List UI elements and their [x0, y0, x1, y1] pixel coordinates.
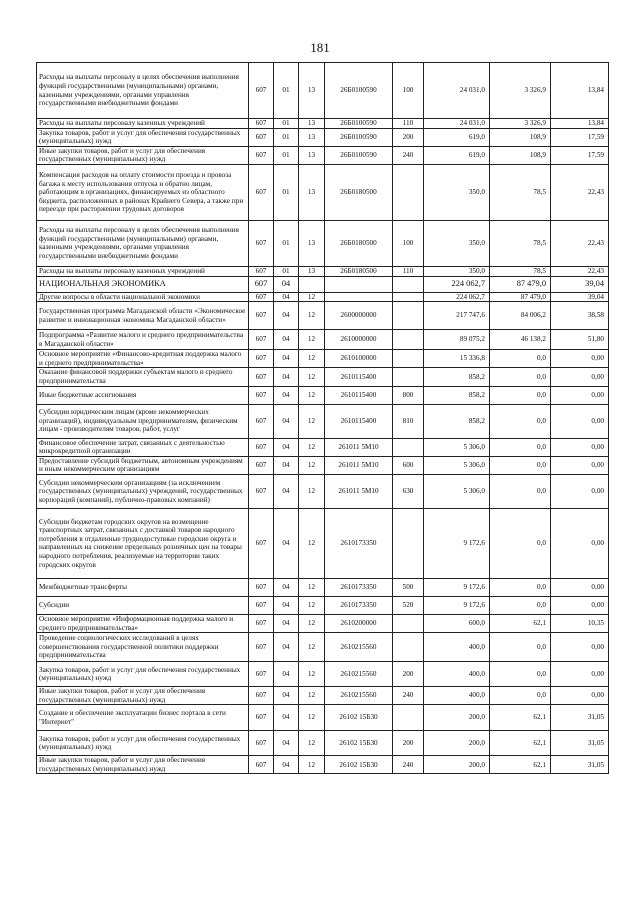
row-percent: 0,00: [551, 578, 609, 596]
table-row: [37, 662, 609, 687]
row-name: Иные бюджетные ассигнования: [37, 386, 249, 404]
row-name: НАЦИОНАЛЬНАЯ ЭКОНОМИКА: [37, 276, 249, 292]
row-actual-amount: 78,5: [490, 266, 551, 276]
row-plan-amount: 200,0: [424, 731, 490, 756]
row-target-code: 2610173350: [325, 508, 393, 578]
row-plan-amount: 619,0: [424, 146, 490, 164]
row-name: Проведение социологических исследований в целях совершенствования государственной политики поддержки предпринимательства: [37, 633, 249, 662]
row-section: 04: [274, 438, 299, 456]
row-expense-type: [393, 508, 424, 578]
row-plan-amount: 600,0: [424, 614, 490, 632]
row-plan-amount: 5 306,0: [424, 474, 490, 508]
row-target-code: 2610173350: [325, 578, 393, 596]
row-section: 01: [274, 128, 299, 146]
row-target-code: 26Б0180500: [325, 220, 393, 266]
row-plan-amount: 15 336,8: [424, 350, 490, 368]
row-expense-type: 200: [393, 662, 424, 687]
row-name: Иные закупки товаров, работ и услуг для обеспечения государственных (муниципальных) нужд: [37, 146, 249, 164]
row-percent: 0,00: [551, 438, 609, 456]
row-name: Закупка товаров, работ и услуг для обеспечения государственных (муниципальных) нужд: [37, 662, 249, 687]
row-expense-type: [393, 633, 424, 662]
row-subsection: 12: [299, 474, 325, 508]
table-row: [37, 687, 609, 705]
row-admin-code: 607: [249, 404, 274, 438]
row-target-code: 261011 5М10: [325, 474, 393, 508]
row-percent: 39,04: [551, 276, 609, 292]
row-subsection: 13: [299, 128, 325, 146]
row-actual-amount: 0,0: [490, 578, 551, 596]
row-name: Основное мероприятие «Финансово-кредитная поддержка малого и среднего предпринимательства»: [37, 350, 249, 368]
row-name: Расходы на выплаты персоналу казенных учреждений: [37, 119, 249, 129]
row-plan-amount: 400,0: [424, 633, 490, 662]
row-percent: 22,43: [551, 266, 609, 276]
row-target-code: 2610200000: [325, 614, 393, 632]
row-plan-amount: 858,2: [424, 404, 490, 438]
row-section: 04: [274, 404, 299, 438]
row-actual-amount: 62,1: [490, 614, 551, 632]
row-admin-code: 607: [249, 633, 274, 662]
row-name: Другие вопросы в области национальной экономики: [37, 292, 249, 302]
row-target-code: 2610173350: [325, 596, 393, 614]
row-admin-code: 607: [249, 756, 274, 774]
row-section: 04: [274, 578, 299, 596]
row-expense-type: [393, 292, 424, 302]
row-actual-amount: 108,9: [490, 128, 551, 146]
row-section: 01: [274, 164, 299, 220]
row-admin-code: 607: [249, 508, 274, 578]
table-row: [37, 404, 609, 438]
row-actual-amount: 62,1: [490, 731, 551, 756]
row-admin-code: 607: [249, 164, 274, 220]
row-name: Субсидии бюджетам городских округов на возмещение транспортных затрат, связанных с доставкой товаров народного потребления в отдаленные труднодоступные городские округа и направленных на снижение предельных розничных цен на товары народного потребления, реализуемые на территории таких городских округов: [37, 508, 249, 578]
table-row: [37, 508, 609, 578]
table-row: [37, 731, 609, 756]
row-expense-type: 200: [393, 128, 424, 146]
row-expense-type: 240: [393, 146, 424, 164]
row-section: 01: [274, 119, 299, 129]
row-target-code: 2610115400: [325, 404, 393, 438]
row-section: 04: [274, 292, 299, 302]
table-row: [37, 164, 609, 220]
table-row: [37, 578, 609, 596]
row-subsection: 13: [299, 146, 325, 164]
row-section: 04: [274, 276, 299, 292]
row-admin-code: 607: [249, 731, 274, 756]
row-plan-amount: 224 062,7: [424, 276, 490, 292]
row-expense-type: [393, 276, 424, 292]
row-subsection: 12: [299, 687, 325, 705]
row-name: Государственная программа Магаданской области «Экономическое развитие и инновационная экономика Магаданской области»: [37, 302, 249, 330]
row-subsection: 12: [299, 292, 325, 302]
row-subsection: 12: [299, 731, 325, 756]
row-percent: 0,00: [551, 596, 609, 614]
row-subsection: 12: [299, 662, 325, 687]
row-admin-code: 607: [249, 63, 274, 119]
row-subsection: 12: [299, 614, 325, 632]
row-admin-code: 607: [249, 614, 274, 632]
table-row: [37, 119, 609, 129]
row-section: 04: [274, 474, 299, 508]
row-expense-type: 800: [393, 386, 424, 404]
row-percent: 0,00: [551, 456, 609, 474]
row-plan-amount: 350,0: [424, 266, 490, 276]
row-plan-amount: 9 172,6: [424, 596, 490, 614]
row-subsection: 12: [299, 756, 325, 774]
row-actual-amount: 0,0: [490, 508, 551, 578]
row-name: Иные закупки товаров, работ и услуг для обеспечения государственных (муниципальных) нужд: [37, 687, 249, 705]
table-row: [37, 63, 609, 119]
row-subsection: 12: [299, 438, 325, 456]
table-row: [37, 386, 609, 404]
row-plan-amount: 200,0: [424, 705, 490, 731]
row-target-code: 26Б0100590: [325, 128, 393, 146]
row-expense-type: 630: [393, 474, 424, 508]
row-target-code: 2610115400: [325, 386, 393, 404]
row-target-code: 261011 5М10: [325, 438, 393, 456]
table-row: [37, 330, 609, 350]
table-row: [37, 302, 609, 330]
row-plan-amount: 858,2: [424, 368, 490, 386]
row-section: 01: [274, 63, 299, 119]
row-actual-amount: 78,5: [490, 164, 551, 220]
table-row: [37, 220, 609, 266]
row-section: 04: [274, 756, 299, 774]
row-percent: 22,43: [551, 164, 609, 220]
row-section: 04: [274, 633, 299, 662]
row-expense-type: [393, 164, 424, 220]
row-actual-amount: 0,0: [490, 438, 551, 456]
row-subsection: [299, 276, 325, 292]
row-percent: 0,00: [551, 404, 609, 438]
row-plan-amount: 858,2: [424, 386, 490, 404]
row-admin-code: 607: [249, 128, 274, 146]
row-actual-amount: 0,0: [490, 368, 551, 386]
row-subsection: 13: [299, 164, 325, 220]
row-section: 04: [274, 456, 299, 474]
row-plan-amount: 350,0: [424, 164, 490, 220]
table-row: [37, 146, 609, 164]
row-expense-type: 110: [393, 266, 424, 276]
row-actual-amount: 0,0: [490, 456, 551, 474]
row-admin-code: 607: [249, 368, 274, 386]
row-target-code: 2610100000: [325, 350, 393, 368]
row-plan-amount: 24 031,0: [424, 119, 490, 129]
row-expense-type: [393, 614, 424, 632]
table-row: [37, 276, 609, 292]
row-section: 04: [274, 330, 299, 350]
row-percent: 31,05: [551, 731, 609, 756]
row-percent: 0,00: [551, 368, 609, 386]
row-section: 04: [274, 386, 299, 404]
row-section: 04: [274, 614, 299, 632]
table-row: [37, 596, 609, 614]
row-admin-code: 607: [249, 596, 274, 614]
row-actual-amount: 108,9: [490, 146, 551, 164]
row-percent: 31,05: [551, 705, 609, 731]
table-row: [37, 633, 609, 662]
table-row: [37, 438, 609, 456]
row-plan-amount: 89 075,2: [424, 330, 490, 350]
row-percent: 17,59: [551, 128, 609, 146]
row-target-code: 26Б0100590: [325, 63, 393, 119]
row-name: Финансовое обеспечение затрат, связанных с деятельностью микрокредитной организации: [37, 438, 249, 456]
row-percent: 22,43: [551, 220, 609, 266]
row-name: Расходы на выплаты персоналу казенных учреждений: [37, 266, 249, 276]
row-name: Расходы на выплаты персоналу в целях обеспечения выполнения функций государственными (муниципальными) органами, казенными учреждениями, органами управления государственными внебюджетными фондами: [37, 220, 249, 266]
row-percent: 0,00: [551, 662, 609, 687]
row-actual-amount: 3 326,9: [490, 63, 551, 119]
row-subsection: 13: [299, 266, 325, 276]
row-actual-amount: 0,0: [490, 404, 551, 438]
row-target-code: [325, 292, 393, 302]
row-percent: 51,80: [551, 330, 609, 350]
row-subsection: 12: [299, 705, 325, 731]
row-percent: 0,00: [551, 633, 609, 662]
row-admin-code: 607: [249, 146, 274, 164]
row-subsection: 12: [299, 386, 325, 404]
row-admin-code: 607: [249, 302, 274, 330]
table-row: [37, 456, 609, 474]
row-target-code: [325, 276, 393, 292]
row-subsection: 12: [299, 350, 325, 368]
row-percent: 38,58: [551, 302, 609, 330]
row-admin-code: 607: [249, 474, 274, 508]
row-plan-amount: 9 172,6: [424, 578, 490, 596]
row-actual-amount: 87 479,0: [490, 276, 551, 292]
table-row: [37, 756, 609, 774]
row-subsection: 12: [299, 330, 325, 350]
row-subsection: 12: [299, 368, 325, 386]
table-row: [37, 266, 609, 276]
row-name: Субсидии: [37, 596, 249, 614]
budget-table: [36, 62, 609, 774]
row-target-code: 26102 15Б30: [325, 731, 393, 756]
row-name: Основное мероприятие «Информационная поддержка малого и среднего предпринимательства»: [37, 614, 249, 632]
table-row: [37, 128, 609, 146]
row-expense-type: 200: [393, 731, 424, 756]
row-target-code: 26102 15Б30: [325, 705, 393, 731]
row-percent: 0,00: [551, 350, 609, 368]
row-subsection: 13: [299, 220, 325, 266]
row-target-code: 2610215560: [325, 662, 393, 687]
row-actual-amount: 0,0: [490, 350, 551, 368]
row-expense-type: 240: [393, 687, 424, 705]
row-percent: 0,00: [551, 687, 609, 705]
row-section: 04: [274, 508, 299, 578]
row-percent: 39,04: [551, 292, 609, 302]
table-row: [37, 705, 609, 731]
row-actual-amount: 87 479,0: [490, 292, 551, 302]
row-admin-code: 607: [249, 386, 274, 404]
row-admin-code: 607: [249, 330, 274, 350]
row-section: 04: [274, 662, 299, 687]
row-subsection: 12: [299, 596, 325, 614]
row-section: 04: [274, 350, 299, 368]
row-percent: 0,00: [551, 508, 609, 578]
page-number: 181: [310, 40, 330, 55]
row-actual-amount: 0,0: [490, 633, 551, 662]
row-admin-code: 607: [249, 119, 274, 129]
row-target-code: 26Б0180500: [325, 164, 393, 220]
row-plan-amount: 224 062,7: [424, 292, 490, 302]
row-admin-code: 607: [249, 276, 274, 292]
row-target-code: 26Б0180500: [325, 266, 393, 276]
row-section: 04: [274, 705, 299, 731]
row-subsection: 12: [299, 302, 325, 330]
row-subsection: 12: [299, 508, 325, 578]
table-row: [37, 614, 609, 632]
row-plan-amount: 350,0: [424, 220, 490, 266]
row-percent: 31,05: [551, 756, 609, 774]
row-percent: 0,00: [551, 474, 609, 508]
table-row: [37, 350, 609, 368]
row-expense-type: 100: [393, 220, 424, 266]
row-plan-amount: 619,0: [424, 128, 490, 146]
table-row: [37, 368, 609, 386]
row-actual-amount: 0,0: [490, 662, 551, 687]
row-actual-amount: 3 326,9: [490, 119, 551, 129]
row-actual-amount: 84 006,2: [490, 302, 551, 330]
row-plan-amount: 5 306,0: [424, 456, 490, 474]
row-percent: 13,84: [551, 119, 609, 129]
row-expense-type: 810: [393, 404, 424, 438]
row-section: 04: [274, 368, 299, 386]
row-expense-type: 600: [393, 456, 424, 474]
row-expense-type: 110: [393, 119, 424, 129]
row-subsection: 12: [299, 456, 325, 474]
row-plan-amount: 400,0: [424, 662, 490, 687]
row-actual-amount: 0,0: [490, 596, 551, 614]
row-actual-amount: 62,1: [490, 705, 551, 731]
row-expense-type: [393, 705, 424, 731]
row-subsection: 13: [299, 119, 325, 129]
row-expense-type: [393, 350, 424, 368]
row-name: Иные закупки товаров, работ и услуг для обеспечения государственных (муниципальных) нужд: [37, 756, 249, 774]
row-expense-type: 240: [393, 756, 424, 774]
row-section: 01: [274, 220, 299, 266]
row-admin-code: 607: [249, 266, 274, 276]
row-expense-type: 500: [393, 578, 424, 596]
row-actual-amount: 78,5: [490, 220, 551, 266]
row-percent: 13,84: [551, 63, 609, 119]
row-subsection: 12: [299, 404, 325, 438]
table-row: [37, 474, 609, 508]
row-target-code: 2610115400: [325, 368, 393, 386]
row-section: 04: [274, 731, 299, 756]
row-expense-type: 520: [393, 596, 424, 614]
row-expense-type: [393, 330, 424, 350]
row-percent: 17,59: [551, 146, 609, 164]
row-section: 01: [274, 146, 299, 164]
row-name: Закупка товаров, работ и услуг для обеспечения государственных (муниципальных) нужд: [37, 731, 249, 756]
row-plan-amount: 24 031,0: [424, 63, 490, 119]
row-subsection: 13: [299, 63, 325, 119]
row-percent: 0,00: [551, 386, 609, 404]
row-subsection: 12: [299, 633, 325, 662]
row-admin-code: 607: [249, 662, 274, 687]
row-admin-code: 607: [249, 350, 274, 368]
row-actual-amount: 62,1: [490, 756, 551, 774]
row-subsection: 12: [299, 578, 325, 596]
row-name: Субсидии некоммерческим организациям (за исключением государственных (муниципальных) учреждений, государственных корпораций (компаний), публично-правовых компаний): [37, 474, 249, 508]
row-target-code: 2600000000: [325, 302, 393, 330]
row-name: Предоставление субсидий бюджетным, автономным учреждениям и иным некоммерческим организациям: [37, 456, 249, 474]
row-target-code: 2610000000: [325, 330, 393, 350]
row-plan-amount: 400,0: [424, 687, 490, 705]
table-row: [37, 292, 609, 302]
row-admin-code: 607: [249, 578, 274, 596]
row-percent: 10,35: [551, 614, 609, 632]
row-admin-code: 607: [249, 705, 274, 731]
row-expense-type: [393, 302, 424, 330]
row-target-code: 26Б0100590: [325, 146, 393, 164]
row-name: Создание и обеспечение эксплуатации бизнес портала в сети "Интернет": [37, 705, 249, 731]
row-actual-amount: 0,0: [490, 687, 551, 705]
row-section: 04: [274, 687, 299, 705]
row-name: Расходы на выплаты персоналу в целях обеспечения выполнения функций государственными (муниципальными) органами, казенными учреждениями, органами управления государственными внебюджетными фондами: [37, 63, 249, 119]
row-name: Подпрограмма «Развитие малого и среднего предпринимательства в Магаданской области»: [37, 330, 249, 350]
row-admin-code: 607: [249, 687, 274, 705]
row-actual-amount: 46 138,2: [490, 330, 551, 350]
row-name: Закупка товаров, работ и услуг для обеспечения государственных (муниципальных) нужд: [37, 128, 249, 146]
row-target-code: 261011 5М10: [325, 456, 393, 474]
row-target-code: 26102 15Б30: [325, 756, 393, 774]
row-target-code: 2610215560: [325, 633, 393, 662]
row-name: Компенсация расходов на оплату стоимости проезда и провоза багажа к месту использования отпуска и обратно лицам, работающим в организациях, финансируемых из областного бюджета, расположенных в районах Крайнего Севера, а также при переезде при расторжении трудовых договоров: [37, 164, 249, 220]
row-name: Субсидии юридическим лицам (кроме некоммерческих организаций), индивидуальным предпринимателям, физическим лицам - производителям товаров, работ, услуг: [37, 404, 249, 438]
row-expense-type: [393, 438, 424, 456]
row-section: 04: [274, 596, 299, 614]
row-plan-amount: 200,0: [424, 756, 490, 774]
row-expense-type: [393, 368, 424, 386]
row-section: 04: [274, 302, 299, 330]
row-plan-amount: 217 747,6: [424, 302, 490, 330]
row-admin-code: 607: [249, 292, 274, 302]
row-plan-amount: 9 172,6: [424, 508, 490, 578]
row-name: Оказание финансовой поддержки субъектам малого и среднего предпринимательства: [37, 368, 249, 386]
row-plan-amount: 5 306,0: [424, 438, 490, 456]
row-target-code: 2610215560: [325, 687, 393, 705]
row-admin-code: 607: [249, 220, 274, 266]
row-actual-amount: 0,0: [490, 386, 551, 404]
row-actual-amount: 0,0: [490, 474, 551, 508]
row-target-code: 26Б0100590: [325, 119, 393, 129]
row-name: Межбюджетные трансферты: [37, 578, 249, 596]
row-expense-type: 100: [393, 63, 424, 119]
row-section: 01: [274, 266, 299, 276]
row-admin-code: 607: [249, 456, 274, 474]
row-admin-code: 607: [249, 438, 274, 456]
